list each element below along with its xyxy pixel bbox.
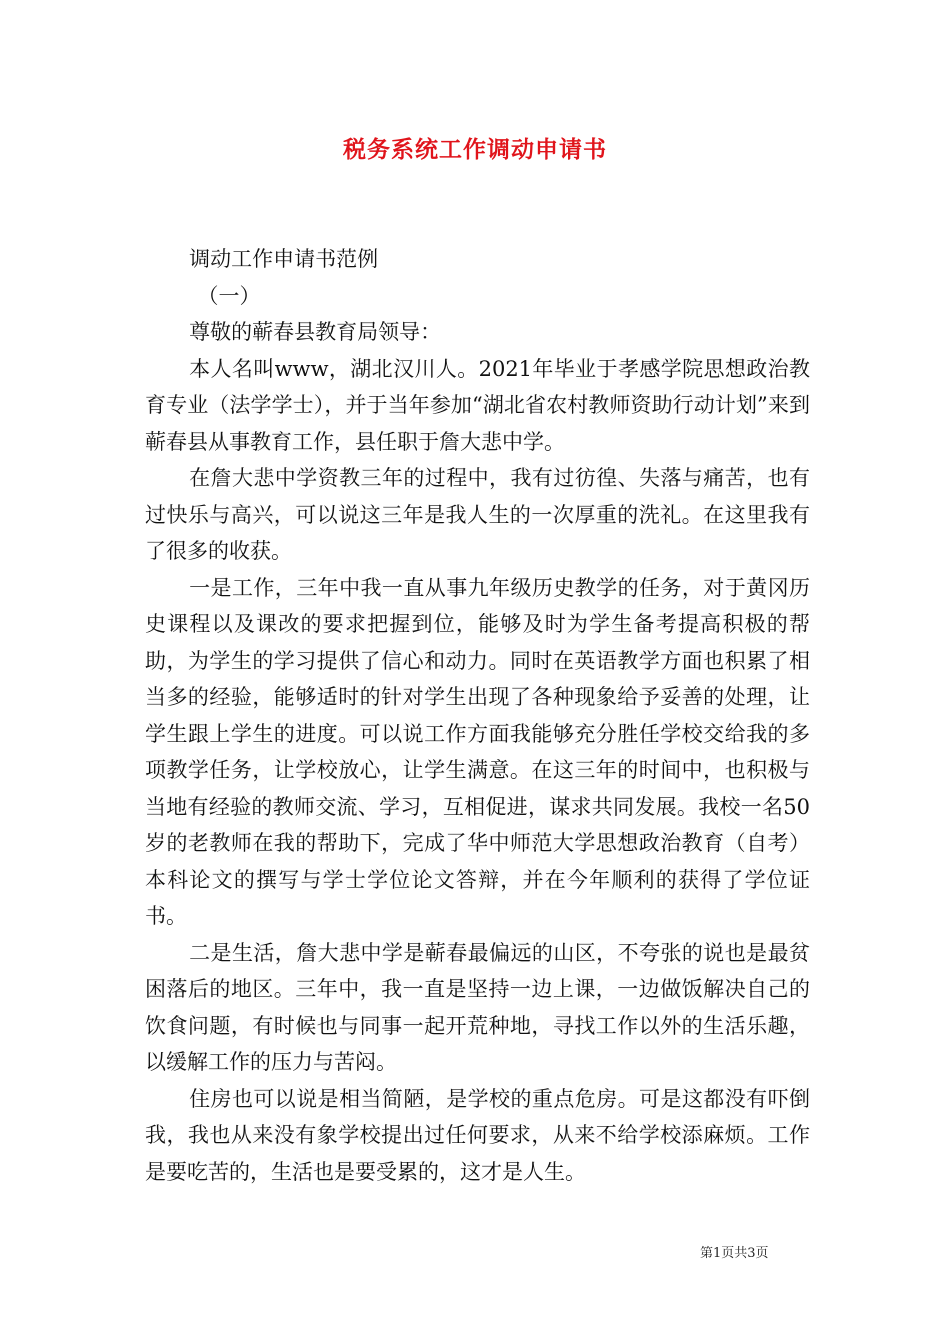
paragraph: 在詹大悲中学资教三年的过程中，我有过彷徨、失落与痛苦，也有过快乐与高兴，可以说这三年是我人生的一次厚重的洗礼。在这里我有了很多的收获。 <box>145 466 810 563</box>
paragraph: 一是工作，三年中我一直从事九年级历史教学的任务，对于黄冈历史课程以及课改的要求把握到位，能够及时为学生备考提高积极的帮助，为学生的学习提供了信心和动力。同时在英语教学方面也积累了相当多的经验，能够适时的针对学生出现了各种现象给予妥善的处理，让学生跟上学生的进度。可以说工作方面我能够充分胜任学校交给我的多项教学任务，让学校放心，让学生满意。在这三年的时间中，也积极与当地有经验的教师交流、学习，互相促进，谋求共同发展。我校一名50岁的老教师在我的帮助下，完成了华中师范大学思想政治教育（自考）本科论文的撰写与学士学位论文答辩，并在今年顺利的获得了学位证书。 <box>145 575 810 928</box>
paragraph: 住房也可以说是相当简陋，是学校的重点危房。可是这都没有吓倒我，我也从来没有象学校提出过任何要求，从来不给学校添麻烦。工作是要吃苦的，生活也是要受累的，这才是人生。 <box>145 1086 810 1184</box>
paragraph: 本人名叫www，湖北汉川人。2021年毕业于孝感学院思想政治教育专业（法学学士），并于当年参加“湖北省农村教师资助行动计划”来到蕲春县从事教育工作，县任职于詹大悲中学。 <box>145 356 810 454</box>
paragraph: 二是生活，詹大悲中学是蕲春最偏远的山区，不夸张的说也是最贫困落后的地区。三年中，我一直是坚持一边上课，一边做饭解决自己的饮食问题，有时候也与同事一起开荒种地，寻找工作以外的生活乐趣，以缓解工作的压力与苦闷。 <box>145 940 810 1074</box>
document-title: 税务系统工作调动申请书 <box>343 136 607 163</box>
salutation: 尊敬的蕲春县教育局领导： <box>189 320 442 344</box>
document-body <box>145 241 810 1190</box>
subtitle: 调动工作申请书范例 <box>189 247 379 271</box>
page-number-footer: 第1页共3页 <box>700 1246 769 1261</box>
section-number: （一） <box>197 283 261 308</box>
